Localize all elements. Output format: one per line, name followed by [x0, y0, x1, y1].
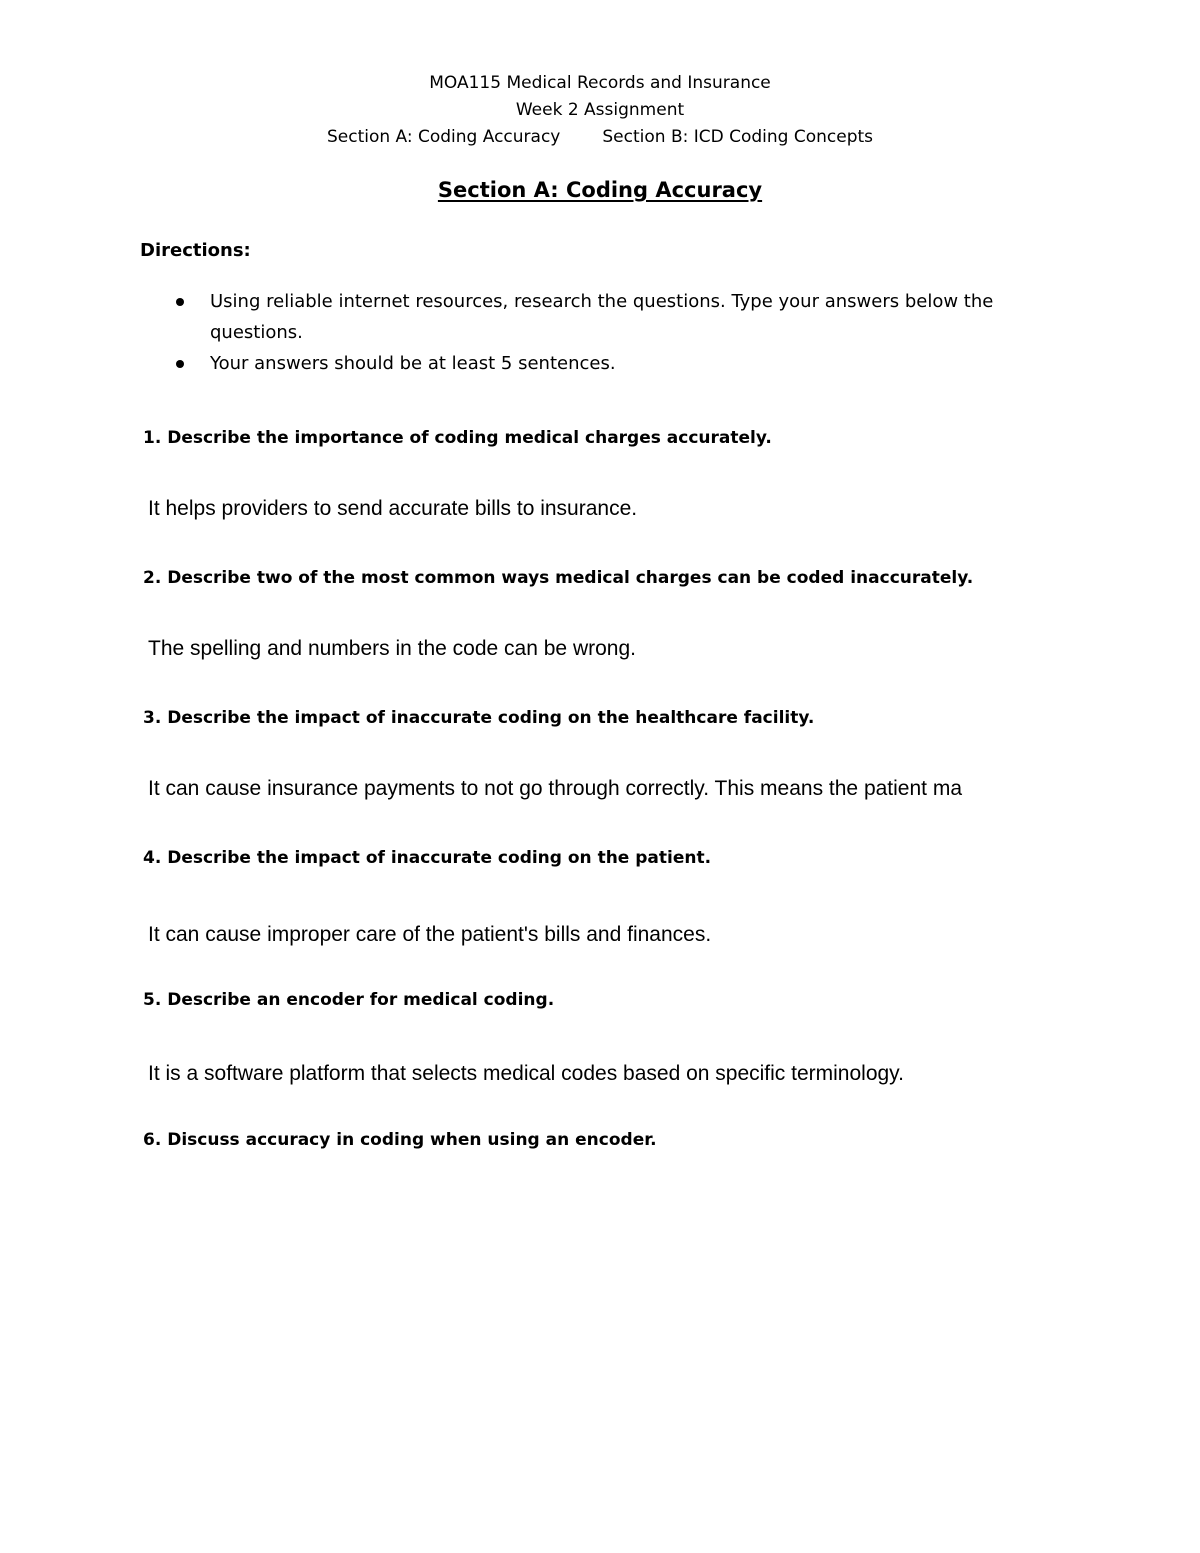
course-title: MOA115 Medical Records and Insurance — [429, 73, 771, 93]
question-5: 5. Describe an encoder for medical coding. — [143, 990, 555, 1010]
answer-4[interactable]: It can cause improper care of the patient's bills and finances. — [148, 923, 712, 946]
question-1: 1. Describe the importance of coding medical charges accurately. — [143, 428, 772, 448]
directions-text: Your answers should be at least 5 sentences. — [210, 353, 616, 374]
question-4: 4. Describe the impact of inaccurate coding on the patient. — [143, 848, 712, 868]
document-header — [0, 70, 1200, 151]
answer-5[interactable]: It is a software platform that selects medical codes based on specific terminology. — [148, 1062, 904, 1085]
directions-list — [140, 286, 1060, 379]
list-item — [140, 286, 1060, 348]
section-b-label: Section B: ICD Coding Concepts — [602, 127, 874, 147]
question-3: 3. Describe the impact of inaccurate coding on the healthcare facility. — [143, 708, 815, 728]
answer-1[interactable]: It helps providers to send accurate bills to insurance. — [148, 497, 638, 520]
directions-text: Using reliable internet resources, research the questions. Type your answers below the questions. — [210, 291, 994, 343]
list-item — [140, 348, 1060, 379]
question-2: 2. Describe two of the most common ways medical charges can be coded inaccurately. — [143, 568, 974, 588]
section-list — [0, 124, 1200, 151]
assignment-title: Week 2 Assignment — [515, 100, 685, 120]
answer-2[interactable]: The spelling and numbers in the code can be wrong. — [148, 637, 636, 660]
answer-3[interactable]: It can cause insurance payments to not go through correctly. This means the patient ma — [148, 777, 962, 800]
bullet-icon — [176, 360, 184, 368]
section-heading: Section A: Coding Accuracy — [437, 178, 763, 202]
section-a-label: Section A: Coding Accuracy — [326, 127, 561, 147]
bullet-icon — [176, 298, 184, 306]
question-6: 6. Discuss accuracy in coding when using an encoder. — [143, 1130, 657, 1150]
directions-label: Directions: — [140, 240, 251, 261]
